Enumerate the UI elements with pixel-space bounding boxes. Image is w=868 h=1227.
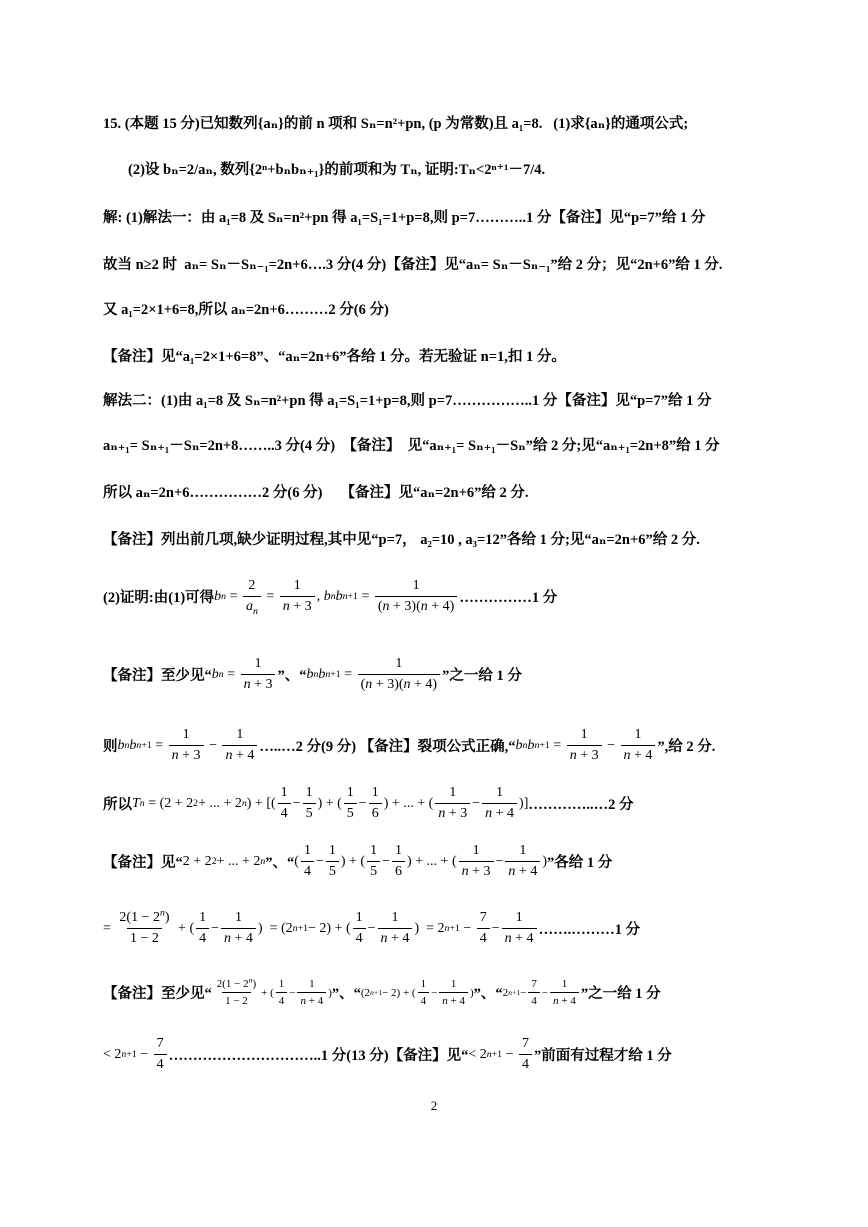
part2-text-2b: ”、“: [277, 668, 307, 684]
problem-line-2: [128, 158, 828, 179]
formula-Tn: T n = (2 + 2 2 + ... + 2 n ) + [( $\frac{1}{4}$ − $\frac{1}{5}$ ) + ( $\frac{1}{5}$ − $\frac{1}{6}$ ) + ... + ( $\frac{1}{n + 3}$ − $\frac{1}{n + 4}$ )]: [132, 785, 529, 821]
solution1-text-4: 【备注】见“a₁=2×1+6=8”、“aₙ=2n+6”各给 1 分。若无验证 n=1,扣 1 分。: [103, 349, 566, 365]
part2-line-7: [103, 975, 828, 1007]
solution1-text-2: 故当 n≥2 时 aₙ= Sₙ－Sₙ₋₁=2n+6….3 分(4 分)【备注】见“aₙ= Sₙ－Sₙ₋₁”给 2 分；见“2n+6”给 1 分.: [103, 257, 723, 273]
problem-line-1: [103, 112, 828, 133]
part2-text-8a: …………………………..1 分(13 分)【备注】见“: [168, 1048, 469, 1064]
formula-split: b n b n+1 = $\frac{1}{n + 3}$ − $\frac{1}{n + 4}$: [118, 727, 260, 764]
part2-text-7a: 【备注】至少见“: [103, 986, 212, 1002]
solution2-text-1: 解法二：(1)由 a₁=8 及 Sₙ=n²+pn 得 a₁=S₁=1+p=8,则 p=7……………..1 分【备注】见“p=7”给 1 分: [103, 393, 712, 409]
solution1-line-2: [103, 253, 828, 274]
part2-line-8: [103, 1036, 828, 1073]
page-number: 2: [430, 1098, 438, 1113]
problem-text-2: (2)设 bₙ=2/aₙ, 数列{2ⁿ+bₙbₙ₊₁}的前项和为 Tₙ, 证明:Tₙ<2ⁿ⁺¹－7/4.: [128, 162, 546, 178]
formula-final: < 2 n+1 − $\frac{7}{4}$: [103, 1036, 169, 1073]
problem-text-1: 15. (本题 15 分)已知数列{aₙ}的前 n 项和 Sₙ=n²+pn, (p 为常数)且 a₁=8. (1)求{aₙ}的通项公式;: [103, 116, 689, 132]
formula-split-2: b n b n+1 = $\frac{1}{n + 3}$ − $\frac{1}{n + 4}$: [516, 727, 658, 764]
part2-text-2a: 【备注】至少见“: [103, 668, 212, 684]
formula-small-1: $\frac{2(1 - 2^n)}{1 - 2}$ + ( $\frac{1}{4}$ − $\frac{1}{n + 4}$ ): [216, 975, 332, 1007]
part2-text-7b: ”、“: [331, 986, 361, 1002]
solution1-text-3: 又 a₁=2×1+6=8,所以 aₙ=2n+6………2 分(6 分): [103, 302, 389, 318]
formula-small-2: (2 n+1 − 2) + ( $\frac{1}{4}$ − $\frac{1}{n + 4}$ ): [360, 978, 474, 1007]
part2-text-6: …….………1 分: [538, 922, 641, 938]
part2-text-3a: 则: [103, 739, 118, 755]
part2-text-1a: (2)证明:由(1)可得: [103, 590, 215, 606]
part2-line-5: [103, 843, 828, 880]
part2-line-2: [103, 656, 828, 693]
formula-bnbn1: b n b n+1 = $\frac{1}{(n + 3)(n + 4)}$: [306, 656, 442, 693]
solution1-line-1: [103, 206, 828, 227]
part2-line-4: [103, 785, 828, 822]
formula-bn: b n = $\frac{2}{a_n}$ = $\frac{1}{n + 3}$ , b n b n+1 = $\frac{1}{(n + 3)(n + 4)}$: [214, 578, 459, 615]
formula-result: = $\frac{2(1 - 2^n)}{1 - 2}$ + ( $\frac{1}{4}$ − $\frac{1}{n + 4}$ ) = (2 n+1 − 2) + ( $\frac{1}{4}$ − $\frac{1}{n + 4}$ ) = 2 n+1 − $\frac{7}{4}$ − $\frac{1}{n + 4}$: [103, 910, 539, 947]
solution2-text-2: aₙ₊₁= Sₙ₊₁－Sₙ=2n+8……..3 分(4 分) 【备注】 见“aₙ₊₁= Sₙ₊₁－Sₙ”给 2 分;见“aₙ₊₁=2n+8”给 1 分: [103, 438, 720, 454]
solution2-text-4: 【备注】列出前几项,缺少证明过程,其中见“p=7， a₂=10 , a₃=12”各给 1 分;见“aₙ=2n+6”给 2 分.: [103, 532, 700, 548]
part2-line-6: [103, 907, 828, 947]
formula-small-3: 2 n+1 − $\frac{7}{4}$ − $\frac{1}{n + 4}$: [503, 978, 581, 1007]
part2-text-1b: ……………1 分: [459, 590, 558, 606]
part2-text-3b: …..…2 分(9 分) 【备注】裂项公式正确,“: [259, 739, 516, 755]
part2-text-4b: …………..…2 分: [528, 797, 634, 813]
solution2-text-3: 所以 aₙ=2n+6……………2 分(6 分) 【备注】见“aₙ=2n+6”给 2 分.: [103, 485, 529, 501]
part2-text-4a: 所以: [103, 797, 132, 813]
formula-geom-sum: 2 + 2 2 + ... + 2 n: [182, 853, 266, 869]
formula-bn-simple: b n = $\frac{1}{n + 3}$: [212, 656, 278, 693]
part2-text-5b: ”、“: [265, 855, 295, 871]
formula-telescope: ( $\frac{1}{4}$ − $\frac{1}{5}$ ) + ( $\frac{1}{5}$ − $\frac{1}{6}$ ) + ... + ( $\frac{1}{n + 3}$ − $\frac{1}{n + 4}$ ): [294, 843, 547, 879]
part2-text-3c: ”,给 2 分.: [657, 739, 716, 755]
part2-text-5c: ”各给 1 分: [547, 855, 613, 871]
part2-text-8b: ”前面有过程才给 1 分: [533, 1048, 672, 1064]
solution2-line-4: [103, 528, 828, 549]
part2-text-7c: ”、“: [473, 986, 503, 1002]
solution2-line-1: [103, 389, 828, 410]
part2-line-1: [103, 578, 828, 615]
solution1-line-4: [103, 345, 828, 366]
part2-text-7d: ”之一给 1 分: [580, 986, 661, 1002]
solution2-line-3: [103, 481, 828, 502]
solution1-text-1: 解: (1)解法一：由 a₁=8 及 Sₙ=n²+pn 得 a₁=S₁=1+p=8,则 p=7………..1 分【备注】见“p=7”给 1 分: [103, 210, 706, 226]
solution1-line-3: [103, 298, 828, 319]
part2-text-5a: 【备注】见“: [103, 855, 183, 871]
solution2-line-2: [103, 434, 828, 455]
formula-final-note: < 2 n+1 − $\frac{7}{4}$: [468, 1036, 534, 1073]
part2-line-3: [103, 727, 828, 764]
part2-text-2c: ”之一给 1 分: [442, 668, 522, 684]
